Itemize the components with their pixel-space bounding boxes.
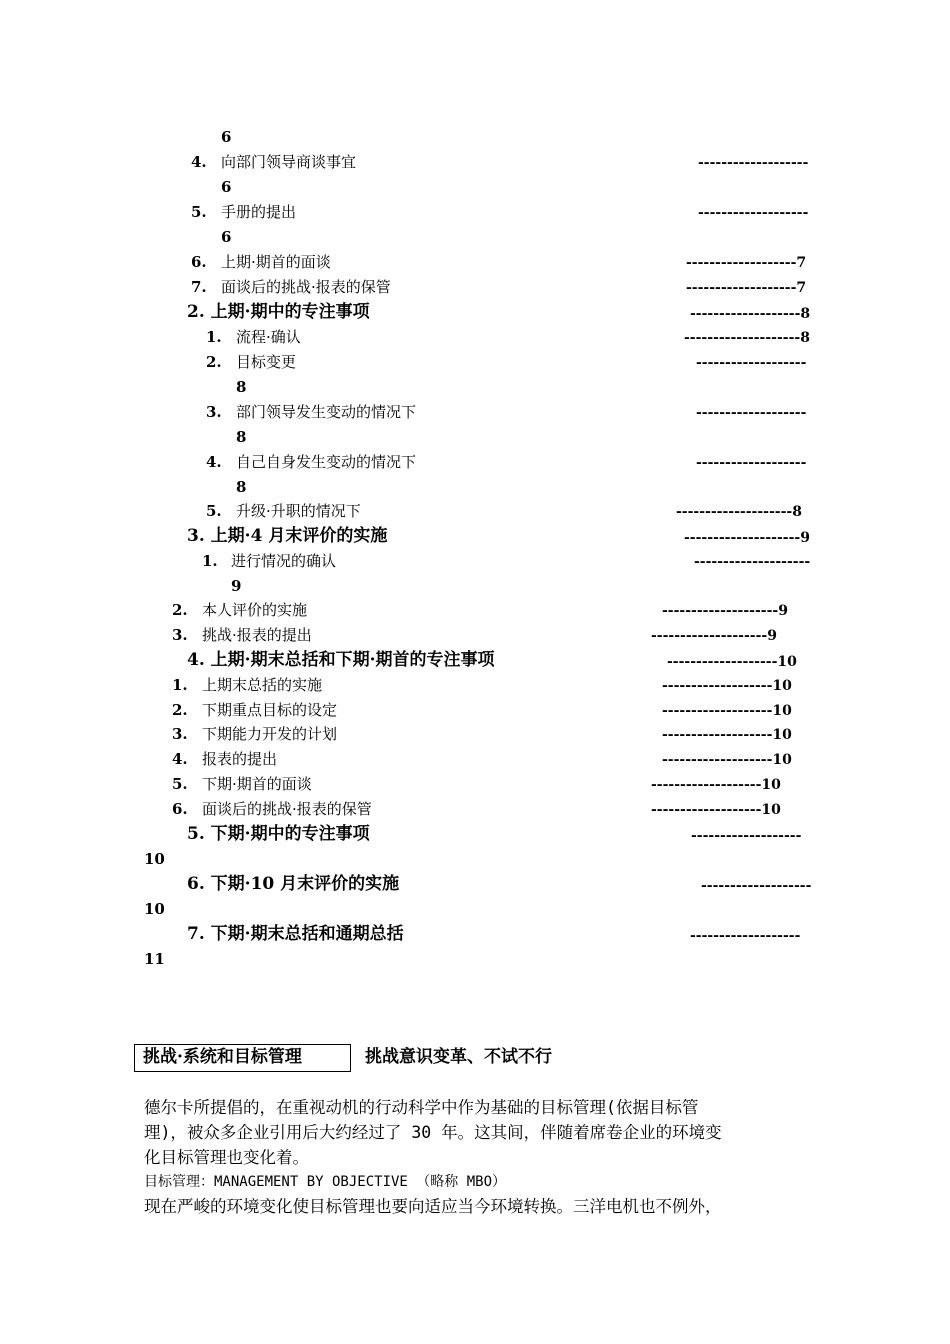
toc-item-number: 5. [191,203,207,221]
toc-leader: ------------------- [691,828,802,844]
toc-item-text: 升级·升职的情况下 [236,502,361,520]
toc-leader: -------------------7 [686,255,807,271]
toc-leader: ------------------- [698,205,809,221]
toc-item-text: 手册的提出 [221,203,297,221]
toc-item-text: 上期末总括的实施 [202,676,323,694]
toc-item-number: 2. [206,353,222,371]
body-paragraph-line: 目标管理：MANAGEMENT BY OBJECTIVE （略称 MBO） [144,1174,507,1190]
toc-item-text: 自己自身发生变动的情况下 [236,453,417,471]
toc-leader: ------------------- [696,355,807,371]
toc-page-number: 10 [144,850,165,868]
toc-page-number: 6 [221,128,232,146]
toc-item-number: 3. [206,403,222,421]
toc-leader: --------------------8 [684,330,810,346]
toc-leader: -------------------10 [662,752,792,768]
toc-leader: ------------------- [696,405,807,421]
body-paragraph-line: 德尔卡所提倡的，在重视动机的行动科学中作为基础的目标管理(依据目标管 [144,1098,699,1117]
toc-item-number: 4. [206,453,222,471]
section-heading: 挑战意识变革、不试不行 [365,1047,552,1067]
toc-item-number: 4. [172,750,188,768]
toc-leader: -------------------10 [651,777,781,793]
toc-leader: ------------------- [696,455,807,471]
toc-leader: -------------------10 [662,703,792,719]
toc-section-heading: 5. 下期·期中的专注事项 [187,824,370,844]
toc-leader: ------------------- [690,928,801,944]
toc-item-text: 进行情况的确认 [231,552,337,570]
toc-leader: -------------------10 [667,654,797,670]
toc-leader: -------------------10 [662,727,792,743]
toc-item-text: 挑战·报表的提出 [202,626,312,644]
body-paragraph-line: 化目标管理也变化着。 [144,1148,309,1167]
toc-leader: -------------------- [694,554,811,570]
toc-page-number: 11 [144,950,165,968]
toc-item-number: 4. [191,153,207,171]
body-paragraph-line: 现在严峻的环境变化使目标管理也要向适应当今环境转换。三洋电机也不例外， [144,1197,722,1216]
body-paragraph-line: 理)，被众多企业引用后大约经过了 30 年。这其间，伴随着席卷企业的环境变 [144,1123,722,1142]
toc-leader: --------------------9 [684,530,810,546]
toc-item-text: 流程·确认 [236,328,301,346]
toc-page-number: 8 [236,378,247,396]
toc-item-text: 面谈后的挑战·报表的保管 [202,800,372,818]
toc-item-number: 6. [172,800,188,818]
toc-page-number: 8 [236,478,247,496]
toc-page-number: 8 [236,428,247,446]
toc-section-heading: 6. 下期·10 月末评价的实施 [187,874,400,894]
toc-item-text: 报表的提出 [202,750,278,768]
toc-leader: -------------------8 [690,306,811,322]
toc-leader: -------------------10 [662,678,792,694]
toc-item-number: 2. [172,601,188,619]
toc-item-text: 下期重点目标的设定 [202,701,338,719]
toc-leader: ------------------- [701,878,812,894]
toc-section-heading: 2. 上期·期中的专注事项 [187,302,370,322]
toc-item-number: 2. [172,701,188,719]
toc-leader: --------------------9 [651,628,777,644]
toc-leader: -------------------7 [686,280,807,296]
toc-item-number: 5. [172,775,188,793]
toc-item-text: 向部门领导商谈事宜 [221,153,357,171]
toc-page-number: 9 [231,577,242,595]
toc-item-number: 1. [206,328,222,346]
toc-section-heading: 4. 上期·期末总括和下期·期首的专注事项 [187,650,495,670]
toc-item-number: 1. [172,676,188,694]
toc-section-heading: 3. 上期·4 月末评价的实施 [187,526,388,546]
toc-leader: --------------------9 [662,603,788,619]
toc-item-number: 5. [206,502,222,520]
toc-item-text: 本人评价的实施 [202,601,308,619]
toc-item-number: 1. [202,552,218,570]
toc-item-number: 3. [172,626,188,644]
toc-item-number: 6. [191,253,207,271]
toc-page-number: 10 [144,900,165,918]
toc-item-text: 面谈后的挑战·报表的保管 [221,278,391,296]
toc-item-text: 下期·期首的面谈 [202,775,312,793]
toc-page-number: 6 [221,228,232,246]
toc-leader: -------------------10 [651,802,781,818]
toc-leader: ------------------- [698,155,809,171]
toc-page-number: 6 [221,178,232,196]
toc-item-number: 3. [172,725,188,743]
toc-section-heading: 7. 下期·期末总括和通期总括 [187,924,404,944]
toc-item-text: 部门领导发生变动的情况下 [236,403,417,421]
toc-item-text: 目标变更 [236,353,297,371]
section-label: 挑战·系统和目标管理 [143,1047,302,1067]
toc-item-text: 上期·期首的面谈 [221,253,331,271]
toc-leader: --------------------8 [676,504,802,520]
toc-item-text: 下期能力开发的计划 [202,725,338,743]
toc-item-number: 7. [191,278,207,296]
